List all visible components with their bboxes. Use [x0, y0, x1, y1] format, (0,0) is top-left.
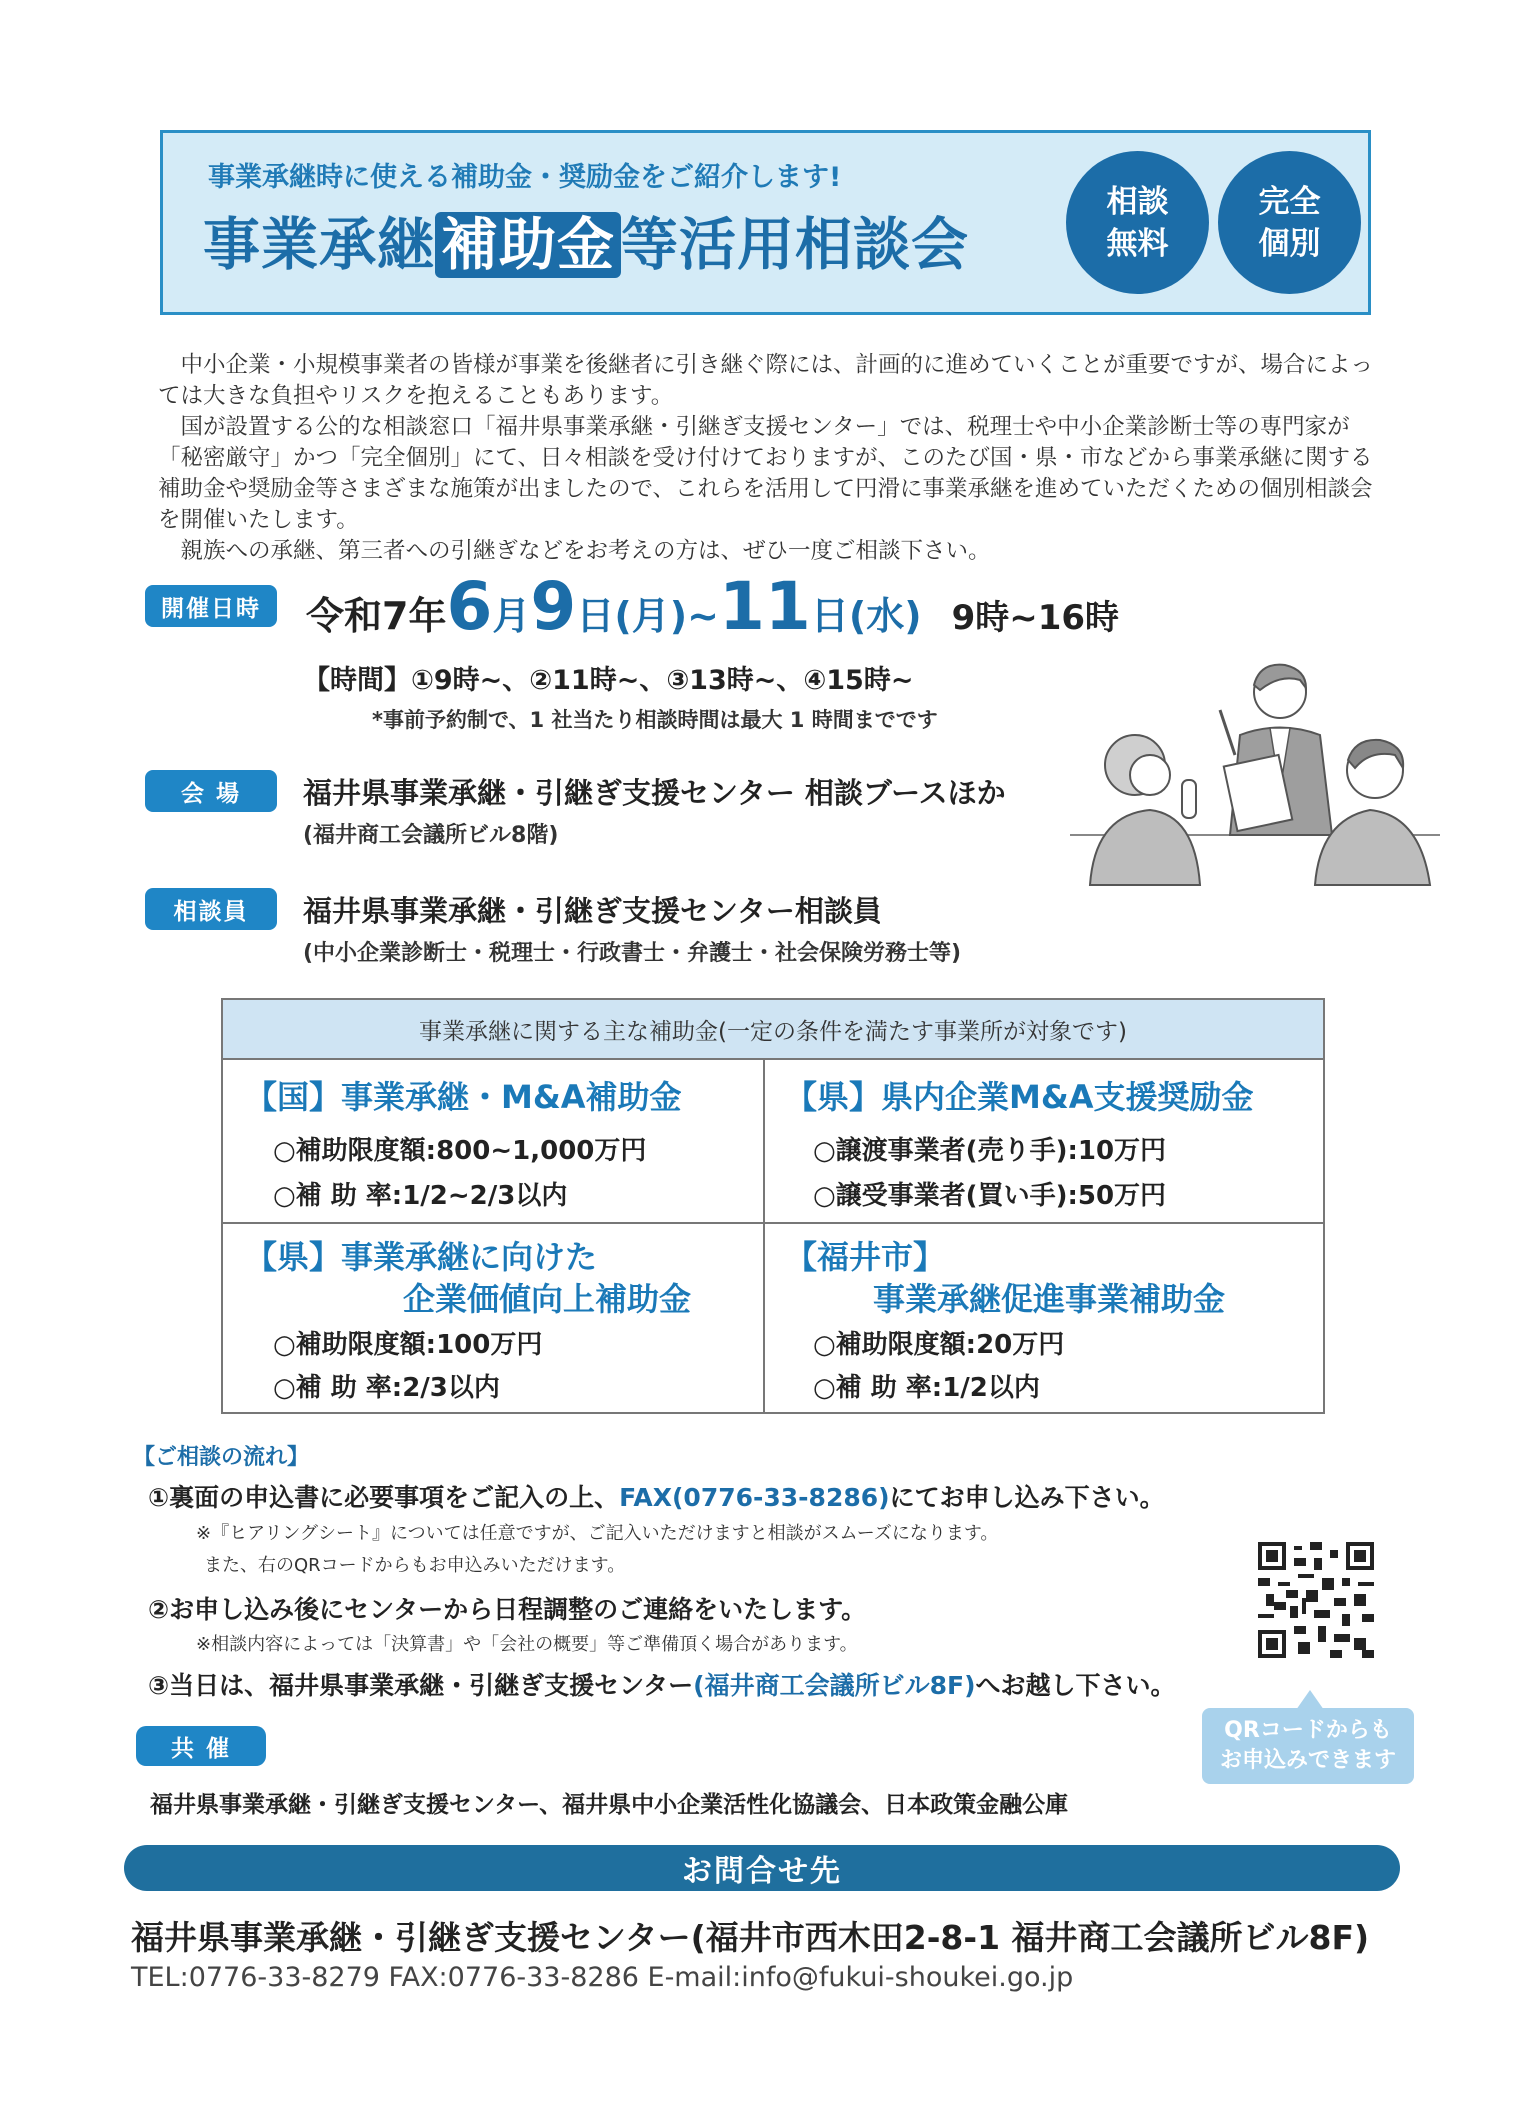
advisors-label: 相談員 — [145, 888, 277, 930]
flow-step-1 — [148, 1478, 1165, 1514]
free-consultation-badge — [1066, 151, 1209, 294]
schedule-times: 【時間】①9時~、②11時~、③13時~、④15時~ — [303, 665, 914, 696]
date-dow: (水) — [848, 594, 922, 638]
date-month: 6 — [446, 568, 493, 645]
subsidy-item: ○譲渡事業者(売り手):10万円 — [813, 1136, 1167, 1166]
subsidy-item: ○補 助 率:1/2以内 — [813, 1373, 1040, 1403]
header-subtitle: 事業承継時に使える補助金・奨励金をご紹介します! — [208, 162, 842, 193]
fax-number: FAX(0776-33-8286) — [619, 1483, 890, 1512]
qr-callout-line: QRコードからも — [1224, 1718, 1392, 1743]
subsidy-title: 【国】事業承継・M&A補助金 — [245, 1078, 682, 1116]
subsidy-item: ○補 助 率:1/2~2/3以内 — [273, 1181, 568, 1211]
flow-step-2: ②お申し込み後にセンターから日程調整のご連絡をいたします。 — [148, 1595, 867, 1624]
qr-code-icon[interactable] — [1258, 1542, 1374, 1658]
badge-line: 無料 — [1106, 225, 1169, 262]
subsidy-item: ○補助限度額:800~1,000万円 — [273, 1136, 647, 1166]
venue-sub: (福井商工会議所ビル8階) — [303, 823, 559, 848]
qr-callout-line: お申込みできます — [1219, 1748, 1396, 1773]
subsidy-card-prefecture-ma — [785, 1072, 1254, 1212]
header-title — [203, 199, 969, 281]
advisors-name: 福井県事業承継・引継ぎ支援センター相談員 — [303, 894, 882, 928]
subsidy-item: ○補助限度額:20万円 — [813, 1330, 1065, 1360]
venue-label: 会 場 — [145, 770, 277, 812]
advisors-sub: (中小企業診断士・税理士・行政書士・弁護士・社会保険労務士等) — [303, 941, 962, 966]
title-part-a: 事業承継 — [203, 212, 435, 278]
subsidy-table — [221, 998, 1325, 1414]
schedule-date — [306, 568, 1119, 645]
intro-text — [158, 350, 1383, 567]
subsidy-title: 【県】事業承継に向けた — [245, 1238, 598, 1276]
subsidy-title: 企業価値向上補助金 — [403, 1280, 692, 1318]
flow-text: ①裏面の申込書に必要事項をご記入の上、 — [148, 1483, 620, 1512]
contact-name: 福井県事業承継・引継ぎ支援センター(福井市西木田2-8-1 福井商工会議所ビル8F) — [131, 1918, 1370, 1957]
venue-name: 福井県事業承継・引継ぎ支援センター 相談ブースほか — [303, 776, 1006, 810]
venue-building: (福井商工会議所ビル8F) — [693, 1671, 976, 1700]
flow-note: また、右のQRコードからもお申込みいただけます。 — [204, 1555, 626, 1576]
cosponsor-label: 共 催 — [136, 1726, 266, 1766]
badge-line: 完全 — [1258, 183, 1321, 220]
flow-text: にてお申し込み下さい。 — [889, 1483, 1165, 1512]
subsidy-title: 【県】県内企業M&A支援奨励金 — [785, 1078, 1254, 1116]
flow-text: ③当日は、福井県事業承継・引継ぎ支援センター — [148, 1671, 694, 1700]
subsidy-table-heading: 事業承継に関する主な補助金(一定の条件を満たす事業所が対象です) — [223, 1000, 1323, 1060]
date-tilde: ~ — [687, 594, 719, 638]
fully-private-badge — [1218, 151, 1361, 294]
consultation-illustration — [1070, 650, 1440, 890]
qr-callout-tail — [1296, 1690, 1324, 1710]
table-divider — [223, 1222, 1323, 1224]
subsidy-item: ○補助限度額:100万円 — [273, 1330, 543, 1360]
date-unit: 月 — [492, 594, 531, 638]
intro-paragraph: 国が設置する公的な相談窓口「福井県事業承継・引継ぎ支援センター」では、税理士や中小企業診断士等の専門家が「秘密厳守」かつ「完全個別」にて、日々相談を受け付けておりますが、このたび国・県・市などから事業承継に関する補助金や奨励金等さまざまな施策が出ましたので、これらを活用して円滑に事業承継を進めていただくための個別相談会を開催いたします。 — [158, 414, 1373, 533]
flow-note: ※相談内容によっては「決算書」や「会社の概要」等ご準備頂く場合があります。 — [196, 1634, 858, 1655]
date-hours: 9時~16時 — [951, 598, 1120, 638]
subsidy-card-national — [245, 1072, 682, 1212]
badge-line: 個別 — [1258, 225, 1321, 262]
subsidy-item: ○譲受事業者(買い手):50万円 — [813, 1181, 1167, 1211]
flow-step-3 — [148, 1666, 1176, 1702]
intro-paragraph: 親族への承継、第三者への引継ぎなどをお考えの方は、ぜひ一度ご相談下さい。 — [180, 538, 991, 564]
date-day-start: 9 — [530, 568, 577, 645]
qr-callout — [1202, 1708, 1414, 1784]
date-unit: 日 — [810, 594, 849, 638]
title-highlight: 補助金 — [435, 212, 621, 278]
contact-bar: お問合せ先 — [124, 1845, 1400, 1891]
subsidy-title: 【福井市】 — [785, 1238, 946, 1276]
subsidy-card-fukui-city — [785, 1232, 1225, 1404]
table-divider — [763, 1058, 765, 1412]
schedule-note: *事前予約制で、1 社当たり相談時間は最大 1 時間までです — [372, 708, 938, 732]
contact-details[interactable]: TEL:0776-33-8279 FAX:0776-33-8286 E-mail:info@fukui-shoukei.go.jp — [131, 1962, 1074, 1993]
header-banner — [160, 130, 1371, 315]
intro-paragraph: 中小企業・小規模事業者の皆様が事業を後継者に引き継ぐ際には、計画的に進めていくことが重要ですが、場合によっては大きな負担やリスクを抱えることもあります。 — [158, 352, 1374, 409]
flow-text: へお越し下さい。 — [975, 1671, 1176, 1700]
date-era: 令和7年 — [306, 594, 447, 638]
date-dow: (月) — [614, 594, 688, 638]
subsidy-card-prefecture-value — [245, 1232, 691, 1404]
date-unit: 日 — [576, 594, 615, 638]
flow-note: ※『ヒアリングシート』については任意ですが、ご記入いただけますと相談がスムーズになります。 — [196, 1523, 999, 1544]
subsidy-item: ○補 助 率:2/3以内 — [273, 1373, 500, 1403]
cosponsor-text: 福井県事業承継・引継ぎ支援センター、福井県中小企業活性化協議会、日本政策金融公庫 — [150, 1792, 1069, 1818]
schedule-label: 開催日時 — [145, 585, 277, 627]
title-part-b: 等活用相談会 — [621, 212, 969, 278]
badge-line: 相談 — [1106, 183, 1169, 220]
subsidy-title: 事業承継促進事業補助金 — [873, 1280, 1226, 1318]
date-day-end: 11 — [718, 568, 811, 645]
flow-heading: 【ご相談の流れ】 — [133, 1445, 310, 1470]
